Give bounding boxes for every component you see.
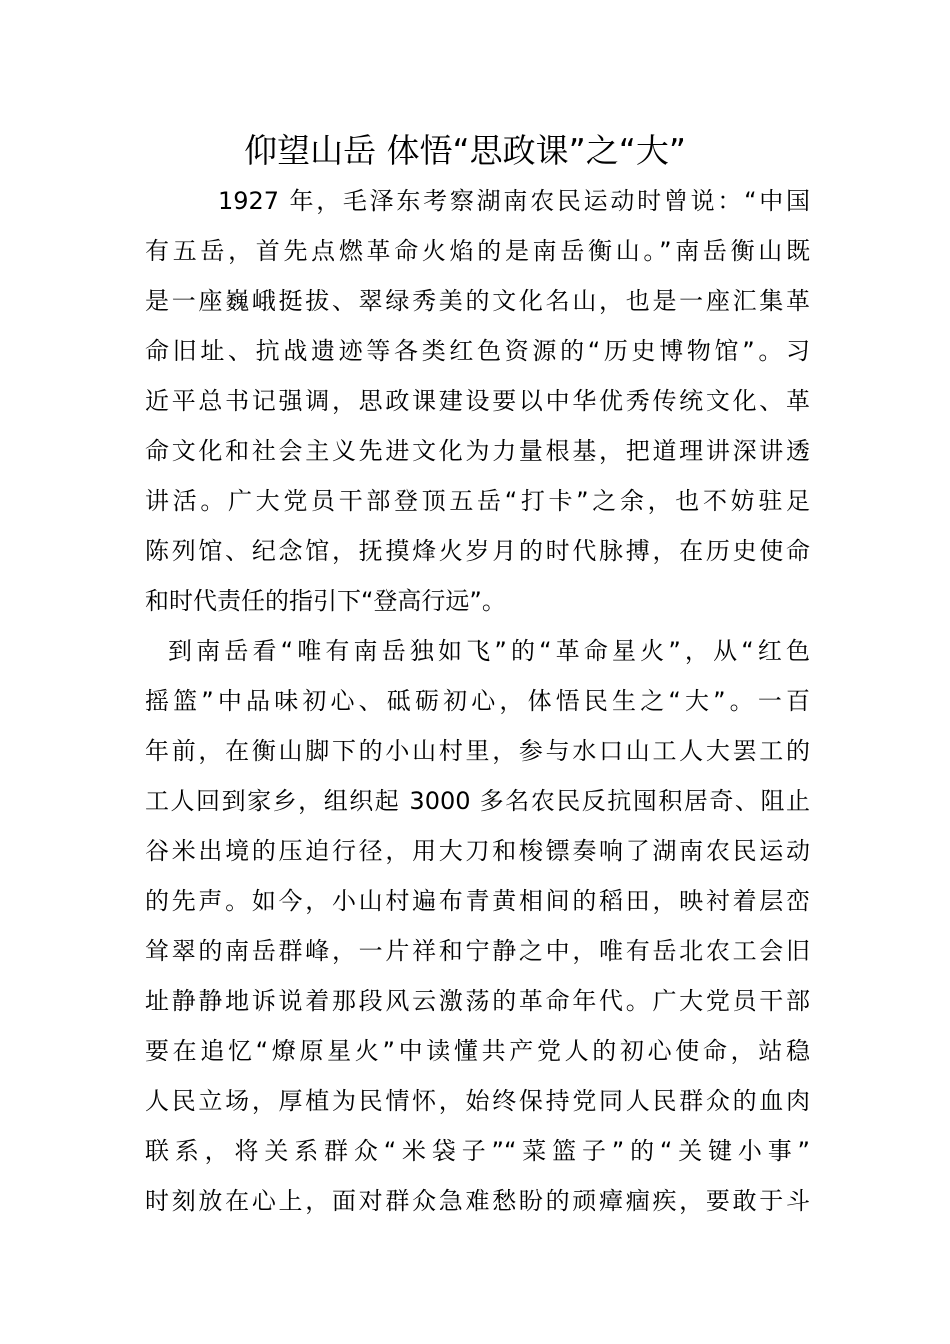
paragraph-1-line-8: 陈列馆、纪念馆，抚摸烽火岁月的时代脉搏，在历史使命 (145, 537, 810, 565)
paragraph-1-line-1: 1927 年，毛泽东考察湖南农民运动时曾说：“中国 (218, 187, 810, 215)
paragraph-1-line-4: 命旧址、抗战遗迹等各类红色资源的“历史博物馆”。习 (145, 337, 810, 365)
paragraph-2-line-4: 工人回到家乡，组织起 3000 多名农民反抗囤积居奇、阻止 (145, 787, 810, 815)
paragraph-2-line-6: 的先声。如今，小山村遍布青黄相间的稻田，映衬着层峦 (145, 887, 810, 915)
document-title: 仰望山岳 体悟“思政课”之“大” (244, 131, 686, 170)
paragraph-2-line-1: 到南岳看“唯有南岳独如飞”的“革命星火”，从“红色 (168, 637, 810, 665)
paragraph-2-line-5: 谷米出境的压迫行径，用大刀和梭镖奏响了湖南农民运动 (145, 837, 810, 865)
paragraph-1-line-5: 近平总书记强调，思政课建设要以中华优秀传统文化、革 (145, 387, 810, 415)
paragraph-1-line-7: 讲活。广大党员干部登顶五岳“打卡”之余，也不妨驻足 (145, 487, 810, 515)
paragraph-2-line-9: 要在追忆“燎原星火”中读懂共产党人的初心使命，站稳 (145, 1037, 810, 1065)
paragraph-2-line-11: 联系，将关系群众“米袋子”“菜篮子”的“关键小事” (145, 1137, 810, 1165)
paragraph-1-line-9: 和时代责任的指引下“登高行远”。 (145, 587, 506, 615)
paragraph-1-line-3: 是一座巍峨挺拔、翠绿秀美的文化名山，也是一座汇集革 (145, 287, 810, 315)
paragraph-2-line-2: 摇篮”中品味初心、砥砺初心，体悟民生之“大”。一百 (145, 687, 810, 715)
paragraph-1-line-2: 有五岳，首先点燃革命火焰的是南岳衡山。”南岳衡山既 (145, 237, 810, 265)
paragraph-2-line-3: 年前，在衡山脚下的小山村里，参与水口山工人大罢工的 (145, 737, 810, 765)
paragraph-2-line-12: 时刻放在心上，面对群众急难愁盼的顽瘴痼疾，要敢于斗 (145, 1187, 810, 1215)
paragraph-2-line-10: 人民立场，厚植为民情怀，始终保持党同人民群众的血肉 (145, 1087, 810, 1115)
paragraph-2-line-8: 址静静地诉说着那段风云激荡的革命年代。广大党员干部 (145, 987, 810, 1015)
paragraph-2-line-7: 耸翠的南岳群峰，一片祥和宁静之中，唯有岳北农工会旧 (145, 937, 810, 965)
paragraph-1-line-6: 命文化和社会主义先进文化为力量根基，把道理讲深讲透 (145, 437, 810, 465)
